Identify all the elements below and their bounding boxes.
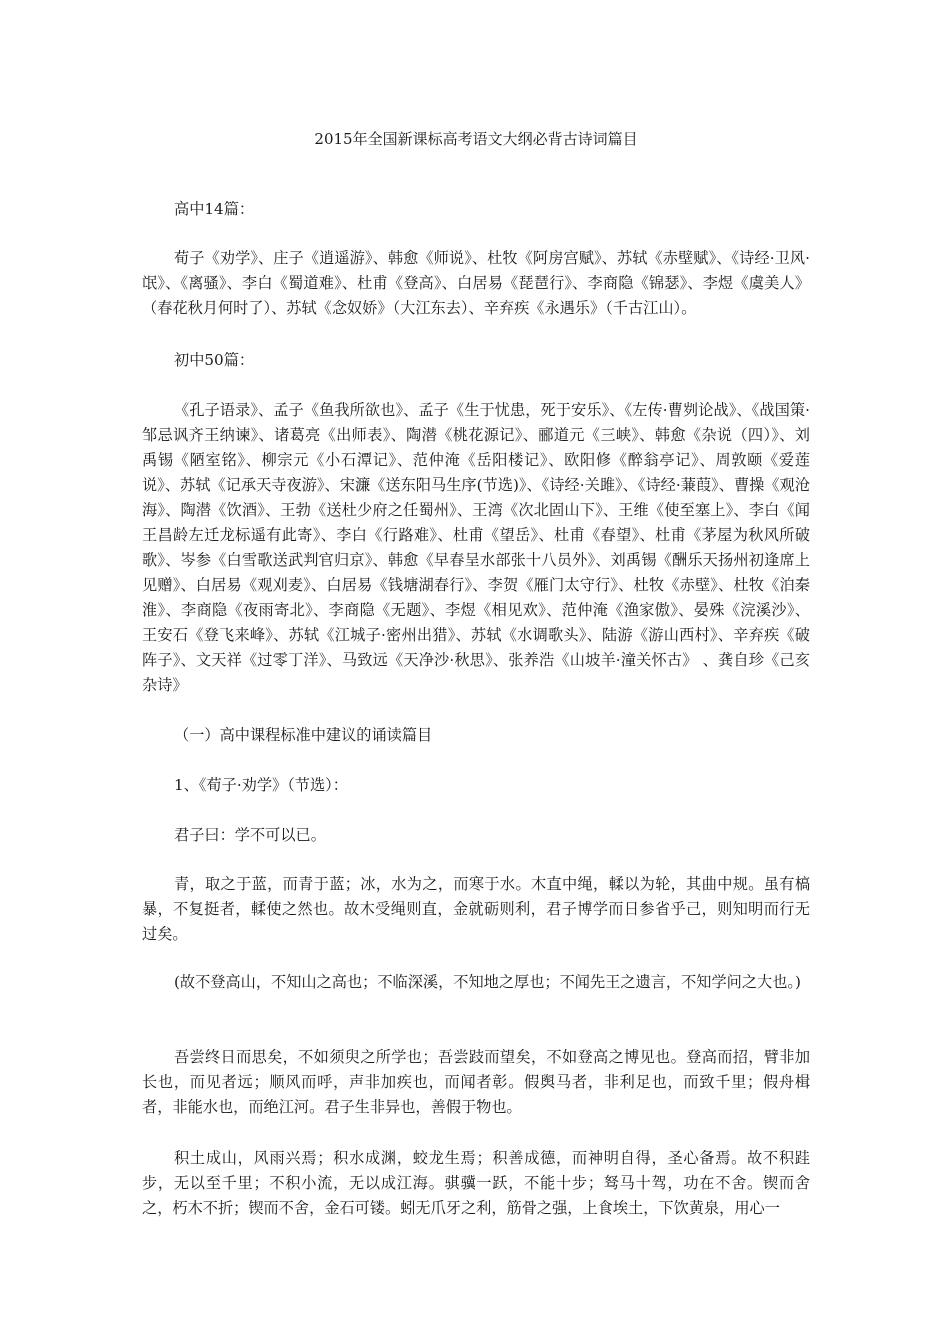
document-title: 2015年全国新课标高考语文大纲必背古诗词篇目 (314, 130, 638, 148)
section-heading: （一）高中课程标准中建议的诵读篇目 (174, 726, 433, 744)
senior-high-list: 荀子《劝学》、庄子《逍遥游》、韩愈《师说》、杜牧《阿房宫赋》、苏轼《赤壁赋》、《诗经·卫风·氓》、《离骚》、李白《蜀道难》、杜甫《登高》、白居易《琵琶行》、李商隐《锦瑟》、李煜《虞美人》（春花秋月何时了）、苏轼《念奴娇》（大江东去）、辛弃疾《永遇乐》（千古江山）。 (142, 249, 810, 317)
heading-senior-high: 高中14篇： (174, 200, 255, 218)
text-paragraph: 积土成山，风雨兴焉；积水成渊，蛟龙生焉；积善成德，而神明自得，圣心备焉。故不积跬步，无以至千里；不积小流，无以成江海。骐骥一跃，不能十步；驽马十驾，功在不舍。锲而舍之，朽木不折；锲而不舍，金石可镂。蚓无爪牙之利，筋骨之强，上食埃土，下饮黄泉，用心一 (142, 1149, 810, 1217)
text-paragraph: (故不登高山，不知山之高也；不临深溪，不知地之厚也；不闻先王之遗言，不知学问之大也。) (174, 973, 801, 991)
item-heading-quanxue: 1、《荀子·劝学》（节选）： (174, 776, 348, 794)
heading-junior-high: 初中50篇： (174, 351, 255, 369)
text-paragraph: 吾尝终日而思矣，不如须臾之所学也；吾尝跂而望矣，不如登高之博见也。登高而招，臂非加长也，而见者远；顺风而呼，声非加疾也，而闻者彰。假舆马者，非利足也，而致千里；假舟楫者，非能水也，而绝江河。君子生非异也，善假于物也。 (142, 1048, 810, 1116)
text-paragraph: 君子曰：学不可以已。 (174, 826, 326, 844)
junior-high-list: 《孔子语录》、孟子《鱼我所欲也》、孟子《生于忧患，死于安乐》、《左传·曹刿论战》、《战国策·邹忌讽齐王纳谏》、诸葛亮《出师表》、陶潜《桃花源记》、郦道元《三峡》、韩愈《杂说（四）》、刘禹锡《陋室铭》、柳宗元《小石潭记》、范仲淹《岳阳楼记》、欧阳修《醉翁亭记》、周敦颐《爱莲说》、苏轼《记承天寺夜游》、宋濂《送东阳马生序(节选)》、《诗经·关雎》、《诗经·蒹葭》、曹操《观沧海》、陶潜《饮酒》、王勃《送杜少府之任蜀州》、王湾《次北固山下》、王维《使至塞上》、李白《闻王昌龄左迁龙标遥有此寄》、李白《行路难》、杜甫《望岳》、杜甫《春望》、杜甫《茅屋为秋风所破歌》、岑参《白雪歌送武判官归京》、韩愈《早春呈水部张十八员外》、刘禹锡《酬乐天扬州初逢席上见赠》、白居易《观刈麦》、白居易《钱塘湖春行》、李贺《雁门太守行》、杜牧《赤壁》、杜牧《泊秦淮》、李商隐《夜雨寄北》、李商隐《无题》、李煜《相见欢》、范仲淹《渔家傲》、晏殊《浣溪沙》、王安石《登飞来峰》、苏轼《江城子·密州出猎》、苏轼《水调歌头》、陆游《游山西村》、辛弃疾《破阵子》、文天祥《过零丁洋》、马致远《天净沙·秋思》、张养浩《山坡羊·潼关怀古》 、龚自珍《己亥杂诗》 (142, 401, 810, 694)
text-paragraph: 青，取之于蓝，而青于蓝；冰，水为之，而寒于水。木直中绳，輮以为轮，其曲中规。虽有槁暴，不复挺者，輮使之然也。故木受绳则直，金就砺则利，君子博学而日参省乎己，则知明而行无过矣。 (142, 875, 810, 943)
